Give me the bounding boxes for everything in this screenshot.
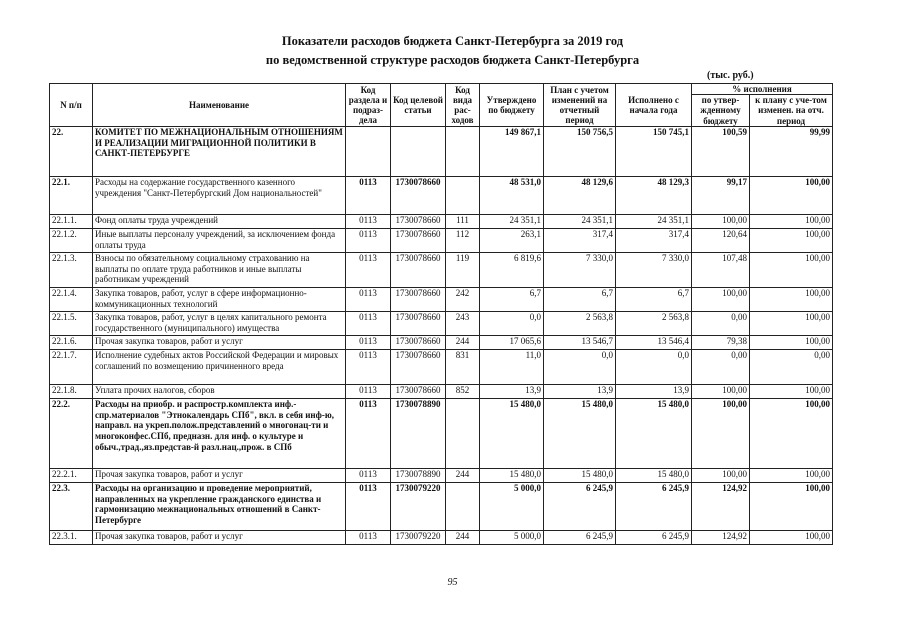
cell-type: 244: [446, 335, 480, 349]
cell-executed: 6 245,9: [616, 530, 692, 544]
cell-pct-plan: 100,00: [750, 398, 833, 468]
header-execution-percent: % исполнения: [692, 84, 833, 95]
cell-section: 0113: [346, 214, 391, 228]
table-row: [50, 468, 833, 482]
cell-target: 1730078660: [391, 252, 446, 287]
cell-type: [446, 176, 480, 214]
cell-num: 22.1.4.: [50, 287, 93, 311]
cell-name: Расходы на приобр. и распростр.комплекта инф.-спр.материалов "Этнокалендарь СПб", вкл. в себя инф-ю, направл. на укреп.полож.представлений о многонац-ти и многоконфес.СПб, предназн. для инф. о культуре и обыч.,трад.,яз.представ-й разл.нац.,прож. в СПб: [93, 398, 346, 468]
cell-name: Расходы на организацию и проведение мероприятий, направленных на укрепление гражданского единства и гармонизацию межнациональных отношений в Санкт-Петербурге: [93, 482, 346, 530]
cell-num: 22.1.: [50, 176, 93, 214]
header-expense-type-code: Код вида рас-ходов: [446, 84, 480, 127]
cell-target: 1730079220: [391, 482, 446, 530]
cell-pct-approved: 0,00: [692, 349, 750, 384]
cell-plan: 48 129,6: [544, 176, 616, 214]
cell-plan: 13,9: [544, 384, 616, 398]
cell-plan: 13 546,7: [544, 335, 616, 349]
cell-plan: 24 351,1: [544, 214, 616, 228]
cell-section: 0113: [346, 335, 391, 349]
cell-target: 1730078660: [391, 228, 446, 252]
cell-plan: 6 245,9: [544, 530, 616, 544]
cell-type: [446, 482, 480, 530]
table-row: [50, 384, 833, 398]
cell-num: 22.: [50, 126, 93, 176]
cell-section: 0113: [346, 482, 391, 530]
cell-section: 0113: [346, 228, 391, 252]
cell-section: 0113: [346, 252, 391, 287]
cell-num: 22.1.5.: [50, 311, 93, 335]
cell-plan: 2 563,8: [544, 311, 616, 335]
cell-executed: 0,0: [616, 349, 692, 384]
cell-num: 22.3.1.: [50, 530, 93, 544]
cell-pct-approved: 120,64: [692, 228, 750, 252]
table-row: [50, 252, 833, 287]
table-row: [50, 349, 833, 384]
cell-pct-plan: 100,00: [750, 214, 833, 228]
table-row: [50, 482, 833, 530]
cell-section: 0113: [346, 398, 391, 468]
cell-name: Исполнение судебных актов Российской Федерации и мировых соглашений по возмещению причиненного вреда: [93, 349, 346, 384]
cell-pct-approved: 79,38: [692, 335, 750, 349]
cell-target: [391, 126, 446, 176]
cell-executed: 2 563,8: [616, 311, 692, 335]
cell-target: 1730078660: [391, 384, 446, 398]
cell-name: Закупка товаров, работ, услуг в целях капитального ремонта государственного (муниципального) имущества: [93, 311, 346, 335]
cell-num: 22.1.6.: [50, 335, 93, 349]
cell-target: 1730078660: [391, 311, 446, 335]
cell-section: 0113: [346, 287, 391, 311]
cell-executed: 6,7: [616, 287, 692, 311]
cell-section: 0113: [346, 530, 391, 544]
header-pct-plan: к плану с уче-том изменен. на отч. период: [750, 95, 833, 127]
cell-type: [446, 398, 480, 468]
cell-executed: 15 480,0: [616, 398, 692, 468]
cell-name: Взносы по обязательному социальному страхованию на выплаты по оплате труда работников и иные выплаты работникам учреждений: [93, 252, 346, 287]
cell-pct-approved: 100,00: [692, 384, 750, 398]
cell-executed: 13,9: [616, 384, 692, 398]
cell-pct-approved: 124,92: [692, 530, 750, 544]
cell-name: Фонд оплаты труда учреждений: [93, 214, 346, 228]
cell-pct-approved: 100,00: [692, 214, 750, 228]
cell-approved: 17 065,6: [480, 335, 544, 349]
cell-pct-plan: 100,00: [750, 530, 833, 544]
cell-pct-plan: 100,00: [750, 468, 833, 482]
cell-name: Иные выплаты персоналу учреждений, за исключением фонда оплаты труда: [93, 228, 346, 252]
cell-approved: 0,0: [480, 311, 544, 335]
cell-pct-approved: 100,59: [692, 126, 750, 176]
cell-section: [346, 126, 391, 176]
cell-section: 0113: [346, 349, 391, 384]
cell-type: 111: [446, 214, 480, 228]
cell-section: 0113: [346, 311, 391, 335]
cell-target: 1730078660: [391, 214, 446, 228]
cell-num: 22.1.2.: [50, 228, 93, 252]
table-row: [50, 287, 833, 311]
header-approved: Утверждено по бюджету: [480, 84, 544, 127]
cell-approved: 11,0: [480, 349, 544, 384]
cell-name: Прочая закупка товаров, работ и услуг: [93, 530, 346, 544]
cell-plan: 6,7: [544, 287, 616, 311]
cell-approved: 13,9: [480, 384, 544, 398]
cell-plan: 7 330,0: [544, 252, 616, 287]
table-row: [50, 311, 833, 335]
cell-executed: 317,4: [616, 228, 692, 252]
cell-target: 1730078660: [391, 287, 446, 311]
cell-num: 22.2.1.: [50, 468, 93, 482]
cell-num: 22.1.1.: [50, 214, 93, 228]
cell-executed: 15 480,0: [616, 468, 692, 482]
document-title: Показатели расходов бюджета Санкт-Петербурга за 2019 год: [281, 34, 624, 48]
cell-name: Прочая закупка товаров, работ и услуг: [93, 335, 346, 349]
cell-target: 1730078890: [391, 468, 446, 482]
units-note: (тыс. руб.): [707, 70, 754, 81]
cell-name: Уплата прочих налогов, сборов: [93, 384, 346, 398]
cell-type: 112: [446, 228, 480, 252]
page-number: 95: [447, 577, 458, 588]
cell-pct-approved: 0,00: [692, 311, 750, 335]
cell-num: 22.1.7.: [50, 349, 93, 384]
cell-approved: 15 480,0: [480, 468, 544, 482]
cell-pct-plan: 100,00: [750, 252, 833, 287]
table-row: [50, 398, 833, 468]
cell-plan: 150 756,5: [544, 126, 616, 176]
cell-pct-plan: 100,00: [750, 176, 833, 214]
cell-type: 243: [446, 311, 480, 335]
cell-plan: 317,4: [544, 228, 616, 252]
cell-name: Прочая закупка товаров, работ и услуг: [93, 468, 346, 482]
cell-num: 22.3.: [50, 482, 93, 530]
cell-executed: 7 330,0: [616, 252, 692, 287]
cell-approved: 24 351,1: [480, 214, 544, 228]
cell-name: КОМИТЕТ ПО МЕЖНАЦИОНАЛЬНЫМ ОТНОШЕНИЯМ И РЕАЛИЗАЦИИ МИГРАЦИОННОЙ ПОЛИТИКИ В САНКТ-ПЕТЕРБУРГЕ: [93, 126, 346, 176]
cell-pct-plan: 100,00: [750, 287, 833, 311]
cell-pct-plan: 100,00: [750, 482, 833, 530]
header-name: Наименование: [93, 84, 346, 127]
table-row: [50, 530, 833, 544]
cell-target: 1730078660: [391, 335, 446, 349]
cell-pct-approved: 99,17: [692, 176, 750, 214]
header-executed: Исполнено с начала года: [616, 84, 692, 127]
table-body: [50, 126, 833, 544]
cell-pct-approved: 100,00: [692, 287, 750, 311]
cell-type: 244: [446, 530, 480, 544]
cell-pct-plan: 100,00: [750, 228, 833, 252]
cell-type: 852: [446, 384, 480, 398]
table-header: [50, 84, 833, 127]
cell-target: 1730078660: [391, 349, 446, 384]
cell-pct-approved: 100,00: [692, 468, 750, 482]
header-num: N п/п: [50, 84, 93, 127]
cell-target: 1730079220: [391, 530, 446, 544]
cell-name: Расходы на содержание государственного казенного учреждения "Санкт-Петербургский Дом национальностей": [93, 176, 346, 214]
cell-approved: 149 867,1: [480, 126, 544, 176]
cell-type: 242: [446, 287, 480, 311]
header-pct-approved: по утвер-жденному бюджету: [692, 95, 750, 127]
cell-pct-plan: 99,99: [750, 126, 833, 176]
cell-num: 22.1.3.: [50, 252, 93, 287]
cell-target: 1730078890: [391, 398, 446, 468]
cell-executed: 48 129,3: [616, 176, 692, 214]
cell-executed: 150 745,1: [616, 126, 692, 176]
cell-type: 119: [446, 252, 480, 287]
cell-section: 0113: [346, 176, 391, 214]
cell-approved: 263,1: [480, 228, 544, 252]
cell-approved: 6 819,6: [480, 252, 544, 287]
cell-type: 244: [446, 468, 480, 482]
table-row: [50, 335, 833, 349]
cell-name: Закупка товаров, работ, услуг в сфере информационно-коммуникационных технологий: [93, 287, 346, 311]
table-row: [50, 126, 833, 176]
cell-type: [446, 126, 480, 176]
document-subtitle: по ведомственной структуре расходов бюджета Санкт-Петербурга: [265, 53, 640, 67]
cell-executed: 6 245,9: [616, 482, 692, 530]
cell-executed: 13 546,4: [616, 335, 692, 349]
cell-pct-plan: 100,00: [750, 335, 833, 349]
cell-plan: 15 480,0: [544, 468, 616, 482]
cell-approved: 5 000,0: [480, 530, 544, 544]
cell-pct-plan: 100,00: [750, 311, 833, 335]
table-row: [50, 228, 833, 252]
cell-pct-approved: 107,48: [692, 252, 750, 287]
cell-approved: 5 000,0: [480, 482, 544, 530]
header-plan: План с учетом изменений на отчетный период: [544, 84, 616, 127]
cell-target: 1730078660: [391, 176, 446, 214]
cell-section: 0113: [346, 384, 391, 398]
cell-plan: 0,0: [544, 349, 616, 384]
cell-type: 831: [446, 349, 480, 384]
cell-plan: 15 480,0: [544, 398, 616, 468]
cell-num: 22.2.: [50, 398, 93, 468]
cell-section: 0113: [346, 468, 391, 482]
budget-table: [49, 83, 833, 545]
cell-plan: 6 245,9: [544, 482, 616, 530]
cell-approved: 15 480,0: [480, 398, 544, 468]
cell-num: 22.1.8.: [50, 384, 93, 398]
cell-approved: 48 531,0: [480, 176, 544, 214]
cell-pct-plan: 0,00: [750, 349, 833, 384]
cell-pct-approved: 100,00: [692, 398, 750, 468]
table-row: [50, 214, 833, 228]
cell-executed: 24 351,1: [616, 214, 692, 228]
table-row: [50, 176, 833, 214]
cell-pct-plan: 100,00: [750, 384, 833, 398]
header-target-code: Код целевой статьи: [391, 84, 446, 127]
cell-approved: 6,7: [480, 287, 544, 311]
cell-pct-approved: 124,92: [692, 482, 750, 530]
header-section-code: Код раздела и подраз-дела: [346, 84, 391, 127]
